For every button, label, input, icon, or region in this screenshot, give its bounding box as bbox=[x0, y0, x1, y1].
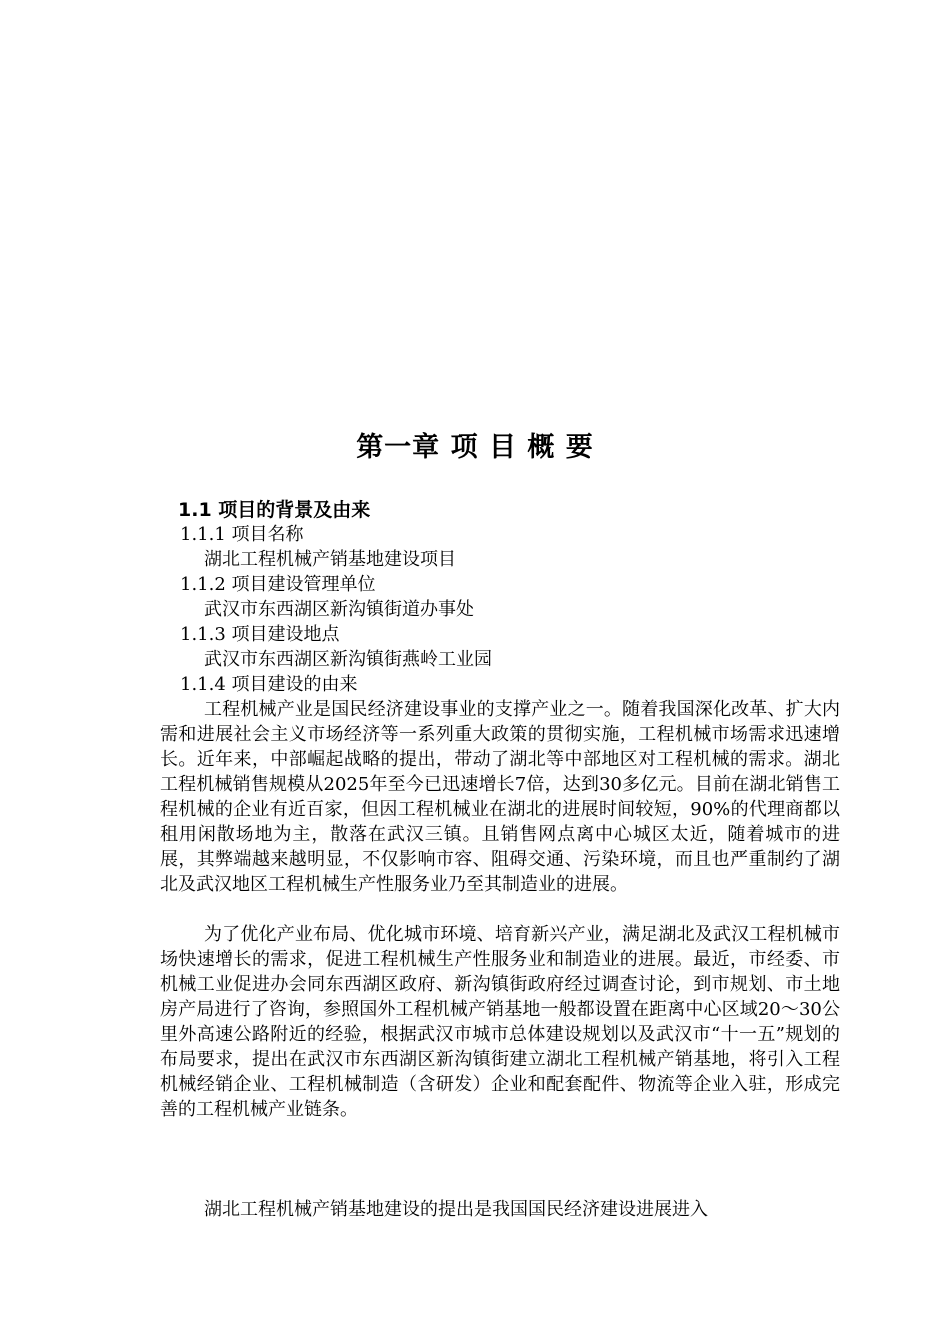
subsection-label-origin: 1.1.4 项目建设的由来 bbox=[180, 674, 358, 695]
chapter-title: 第一章 项 目 概 要 bbox=[356, 432, 594, 463]
subsection-label-location: 1.1.3 项目建设地点 bbox=[180, 624, 340, 645]
location-value: 武汉市东西湖区新沟镇街燕岭工业园 bbox=[204, 649, 492, 670]
subsection-label-management-unit: 1.1.2 项目建设管理单位 bbox=[180, 574, 376, 595]
project-name-value: 湖北工程机械产销基地建设项目 bbox=[204, 549, 456, 570]
management-unit-value: 武汉市东西湖区新沟镇街道办事处 bbox=[204, 599, 474, 620]
body-paragraph: 湖北工程机械产销基地建设的提出是我国国民经济建设进展进入 bbox=[204, 1199, 708, 1220]
body-paragraph: 工程机械产业是国民经济建设事业的支撑产业之一。随着我国深化改革、扩大内需和进展社会主义市场经济等一系列重大政策的贯彻实施，工程机械市场需求迅速增长。近年来，中部崛起战略的提出，带动了湖北等中部地区对工程机械的需求。湖北工程机械销售规模从2025年至今已迅速增长7倍，达到30多亿元。目前在湖北销售工程机械的企业有近百家，但因工程机械业在湖北的进展时间较短，90%的代理商都以租用闲散场地为主，散落在武汉三镇。且销售网点离中心城区太近，随着城市的进展，其弊端越来越明显，不仅影响市容、阻碍交通、污染环境，而且也严重制约了湖北及武汉地区工程机械生产性服务业乃至其制造业的进展。 bbox=[160, 699, 840, 895]
body-paragraph: 为了优化产业布局、优化城市环境、培育新兴产业，满足湖北及武汉工程机械市场快速增长的需求，促进工程机械生产性服务业和制造业的进展。最近，市经委、市机械工业促进办会同东西湖区政府、新沟镇街政府经过调查讨论，到市规划、市土地房产局进行了咨询，参照国外工程机械产销基地一般都设置在距离中心区域20～30公里外高速公路附近的经验，根据武汉市城市总体建设规划以及武汉市“十一五”规划的布局要求，提出在武汉市东西湖区新沟镇街建立湖北工程机械产销基地，将引入工程机械经销企业、工程机械制造（含研发）企业和配套配件、物流等企业入驻，形成完善的工程机械产业链条。 bbox=[160, 924, 840, 1120]
section-heading: 1.1 项目的背景及由来 bbox=[178, 499, 371, 521]
subsection-label-project-name: 1.1.1 项目名称 bbox=[180, 524, 304, 545]
